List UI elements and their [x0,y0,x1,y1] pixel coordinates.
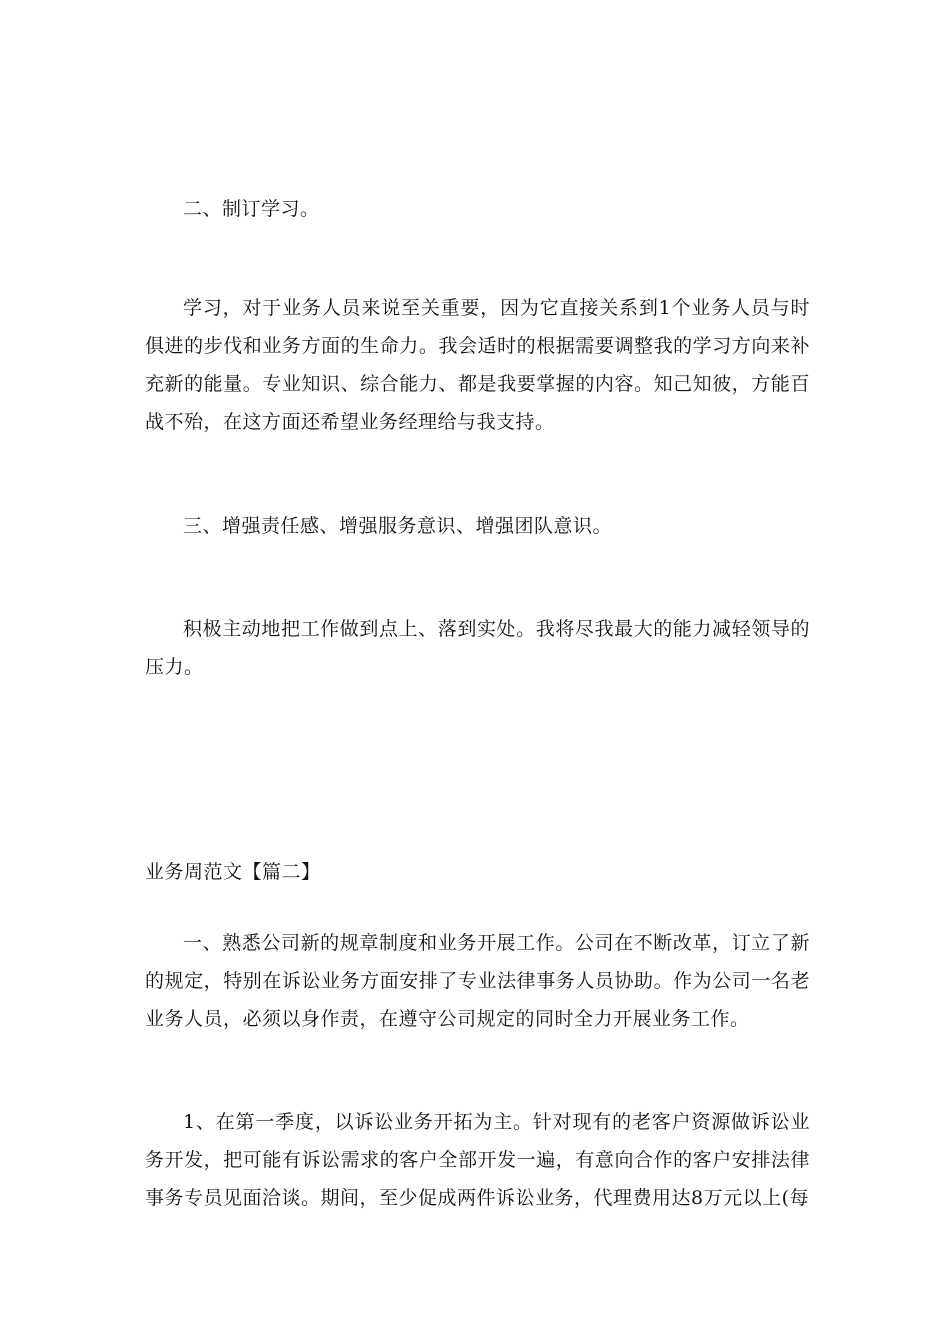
paragraph-study: 学习，对于业务人员来说至关重要，因为它直接关系到1个业务人员与时俱进的步伐和业务方面的生命力。我会适时的根据需要调整我的学习方向来补充新的能量。专业知识、综合能力、都是我要掌握的内容。知己知彼，方能百战不殆，在这方面还希望业务经理给与我支持。 [145,297,810,433]
section-heading-study: 二、制订学习。 [183,198,320,220]
paragraph-responsibility: 积极主动地把工作做到点上、落到实处。我将尽我最大的能力减轻领导的压力。 [145,618,810,678]
section-heading-responsibility: 三、增强责任感、增强服务意识、增强团队意识。 [183,515,613,537]
paragraph-first-quarter: 1、在第一季度，以诉讼业务开拓为主。针对现有的老客户资源做诉讼业务开发，把可能有诉讼需求的客户全部开发一遍，有意向合作的客户安排法律事务专员见面洽谈。期间，至少促成两件诉讼业务，代理费用达8万元以上(每 [145,1111,810,1209]
article-title: 业务周范文【篇二】 [145,861,321,883]
paragraph-rules: 一、熟悉公司新的规章制度和业务开展工作。公司在不断改革，订立了新的规定，特别在诉讼业务方面安排了专业法律事务人员协助。作为公司一名老业务人员，必须以身作责，在遵守公司规定的同时全力开展业务工作。 [145,932,810,1030]
